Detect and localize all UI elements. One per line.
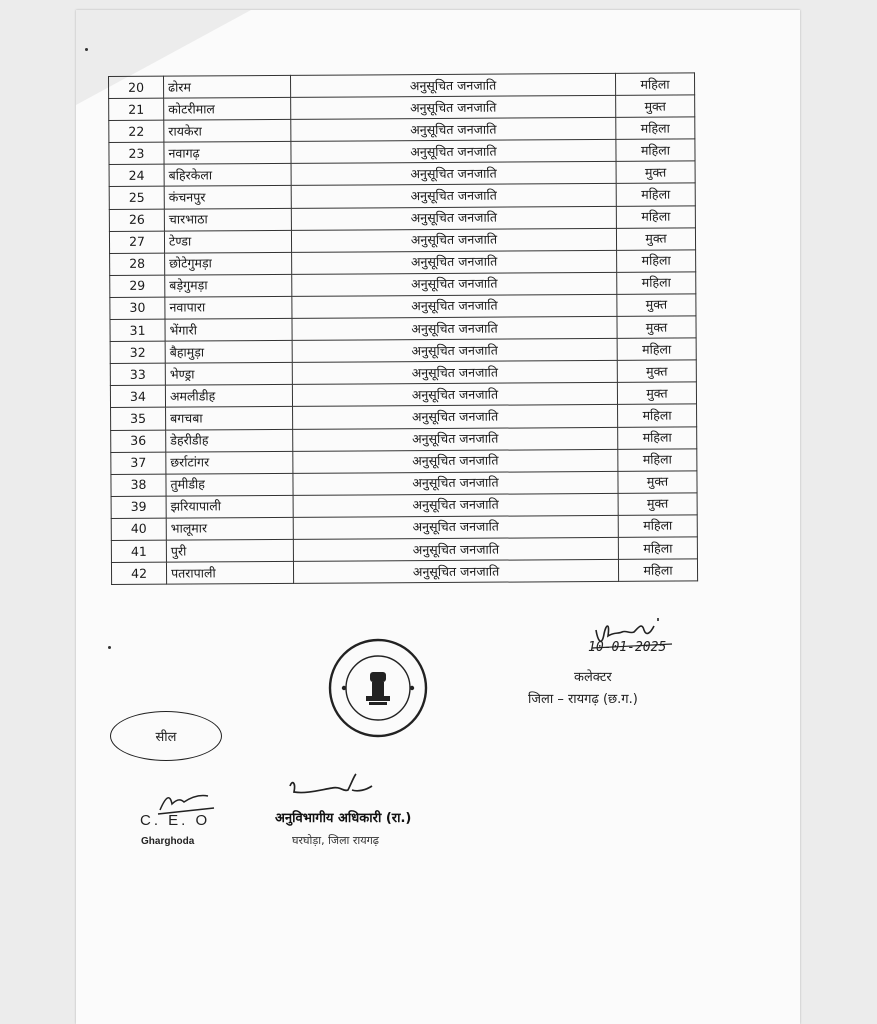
reservation-cell: मुक्त <box>616 95 695 118</box>
speck <box>108 646 111 649</box>
village-name: ढोरम <box>164 75 291 98</box>
seal-label-oval <box>110 711 222 761</box>
collector-designation: कलेक्टर <box>574 670 612 685</box>
reservation-cell: महिला <box>618 515 697 538</box>
reservation-cell: महिला <box>617 272 696 295</box>
category-cell: अनुसूचित जनजाति <box>291 206 616 230</box>
village-name: पतरापाली <box>166 561 293 584</box>
village-name: नवापारा <box>165 296 292 319</box>
speck <box>85 48 88 51</box>
row-number: 40 <box>111 518 166 540</box>
row-number: 37 <box>111 452 166 474</box>
category-cell: अनुसूचित जनजाति <box>293 405 618 429</box>
row-number: 32 <box>110 341 165 363</box>
village-name: डेहरीडीह <box>166 429 293 452</box>
reservation-cell: मुक्त <box>616 161 695 184</box>
reservation-cell: मुक्त <box>617 360 696 383</box>
category-cell: अनुसूचित जनजाति <box>293 493 618 517</box>
village-name: अमलीडीह <box>165 385 292 408</box>
category-cell: अनुसूचित जनजाति <box>293 515 618 539</box>
row-number: 22 <box>109 120 164 142</box>
reservation-cell: मुक्त <box>616 228 695 251</box>
reservation-cell: महिला <box>616 205 695 228</box>
row-number: 33 <box>110 363 165 385</box>
row-number: 41 <box>111 540 166 562</box>
category-cell: अनुसूचित जनजाति <box>292 339 617 363</box>
village-name: टेण्डा <box>164 230 291 253</box>
row-number: 35 <box>111 408 166 430</box>
category-cell: अनुसूचित जनजाति <box>293 427 618 451</box>
category-cell: अनुसूचित जनजाति <box>292 250 617 274</box>
reservation-cell: महिला <box>615 73 694 96</box>
row-number: 21 <box>109 98 164 120</box>
category-cell: अनुसूचित जनजाति <box>293 449 618 473</box>
sdo-place: घरघोड़ा, जिला रायगढ़ <box>292 834 380 847</box>
reservation-cell: महिला <box>617 338 696 361</box>
reservation-cell: मुक्त <box>617 382 696 405</box>
row-number: 39 <box>111 496 166 518</box>
category-cell: अनुसूचित जनजाति <box>293 559 618 583</box>
village-name: चारभाठा <box>164 208 291 231</box>
village-name: बैहामुड़ा <box>165 341 292 364</box>
row-number: 29 <box>110 275 165 297</box>
office-seal-stamp <box>326 636 430 740</box>
village-name: बहिरकेला <box>164 164 291 187</box>
village-name: भालूमार <box>166 517 293 540</box>
category-cell: अनुसूचित जनजाति <box>291 162 616 186</box>
category-cell: अनुसूचित जनजाति <box>292 316 617 340</box>
reservation-cell: मुक्त <box>617 316 696 339</box>
village-name: बड़ेगुमड़ा <box>165 274 292 297</box>
category-cell: अनुसूचित जनजाति <box>292 361 617 385</box>
row-number: 20 <box>109 76 164 98</box>
reservation-cell: महिला <box>616 117 695 140</box>
village-name: छर्राटांगर <box>166 451 293 474</box>
village-name: नवागढ़ <box>164 142 291 165</box>
village-name: भेंगारी <box>165 318 292 341</box>
row-number: 25 <box>109 187 164 209</box>
reservation-table <box>108 72 698 585</box>
reservation-cell: महिला <box>618 449 697 472</box>
row-number: 31 <box>110 319 165 341</box>
row-number: 27 <box>109 231 164 253</box>
row-number: 24 <box>109 165 164 187</box>
category-cell: अनुसूचित जनजाति <box>292 383 617 407</box>
sdo-title: अनुविभागीय अधिकारी (रा.) <box>275 811 412 826</box>
table-body <box>109 73 698 585</box>
village-name: तुमीडीह <box>166 473 293 496</box>
row-number: 34 <box>110 385 165 407</box>
village-name: छोटेगुमड़ा <box>165 252 292 275</box>
reservation-cell: महिला <box>618 426 697 449</box>
reservation-cell: मुक्त <box>617 294 696 317</box>
village-name: कोटरीमाल <box>164 97 291 120</box>
reservation-cell: मुक्त <box>618 493 697 516</box>
reservation-cell: महिला <box>616 139 695 162</box>
category-cell: अनुसूचित जनजाति <box>291 184 616 208</box>
table-row <box>111 559 697 585</box>
row-number: 23 <box>109 142 164 164</box>
category-cell: अनुसूचित जनजाति <box>293 471 618 495</box>
row-number: 28 <box>110 253 165 275</box>
reservation-cell: महिला <box>618 404 697 427</box>
ceo-place: Gharghoda <box>141 836 195 847</box>
village-name: झरियापाली <box>166 495 293 518</box>
row-number: 26 <box>109 209 164 231</box>
row-number: 36 <box>111 430 166 452</box>
reservation-cell: मुक्त <box>618 471 697 494</box>
sdo-signature <box>286 772 376 804</box>
reservation-cell: महिला <box>618 559 697 582</box>
village-name: बगचबा <box>166 407 293 430</box>
category-cell: अनुसूचित जनजाति <box>292 294 617 318</box>
signature-date: 10-01-2025 <box>588 640 667 655</box>
row-number: 38 <box>111 474 166 496</box>
reservation-cell: महिला <box>617 250 696 273</box>
category-cell: अनुसूचित जनजाति <box>291 95 616 119</box>
category-cell: अनुसूचित जनजाति <box>291 140 616 164</box>
category-cell: अनुसूचित जनजाति <box>292 272 617 296</box>
row-number: 30 <box>110 297 165 319</box>
ceo-title: C. E. O <box>140 812 211 829</box>
village-name: रायकेरा <box>164 120 291 143</box>
category-cell: अनुसूचित जनजाति <box>291 228 616 252</box>
village-name: भेण्ड्रा <box>165 363 292 386</box>
collector-district: जिला – रायगढ़ (छ.ग.) <box>528 692 638 707</box>
row-number: 42 <box>111 562 166 584</box>
category-cell: अनुसूचित जनजाति <box>290 73 615 97</box>
reservation-cell: महिला <box>618 537 697 560</box>
category-cell: अनुसूचित जनजाति <box>293 537 618 561</box>
category-cell: अनुसूचित जनजाति <box>291 118 616 142</box>
village-name: पुरी <box>166 539 293 562</box>
village-name: कंचनपुर <box>164 186 291 209</box>
reservation-cell: महिला <box>616 183 695 206</box>
seal-label: सील <box>155 730 177 745</box>
